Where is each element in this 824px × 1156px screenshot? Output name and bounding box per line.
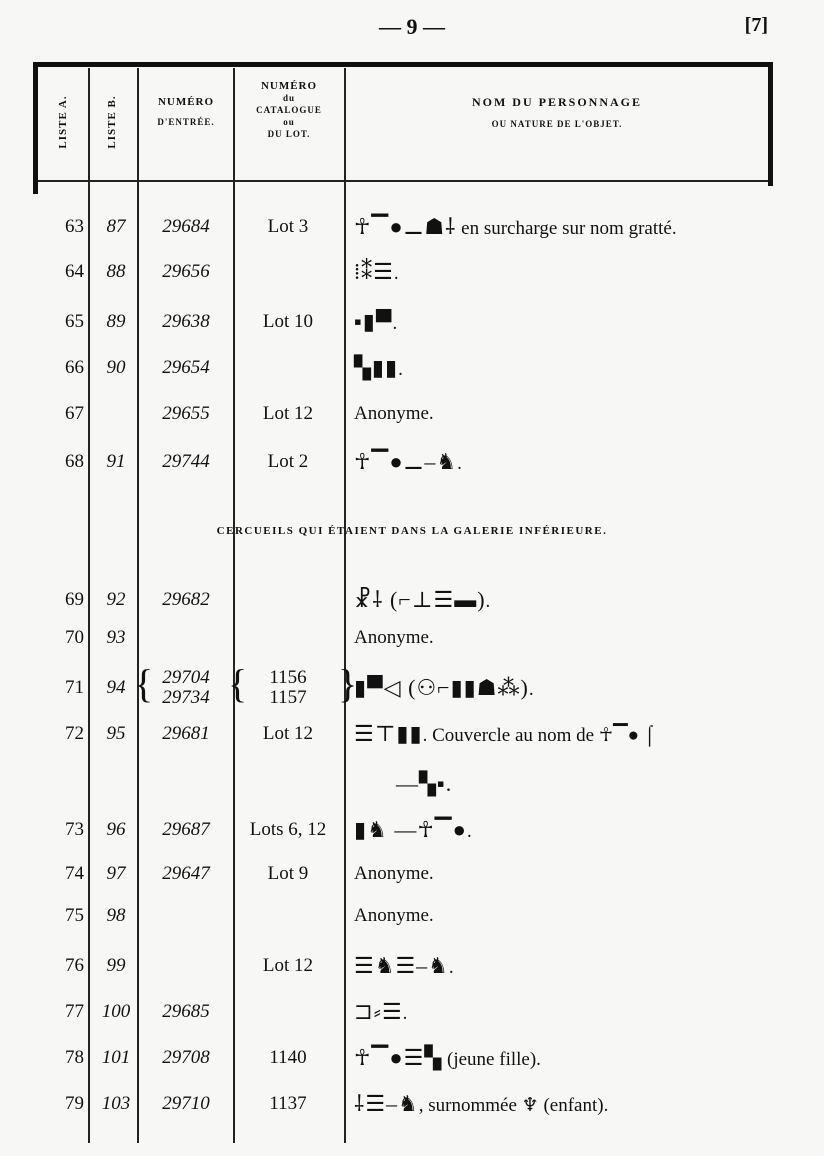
header-catalogue-line3: CATALOGUE (256, 105, 322, 115)
entree-cell: 29744 (162, 451, 210, 472)
entree-cell: 29656 (162, 261, 210, 282)
name-cell (354, 1046, 774, 1072)
hieroglyph-continuation: —▚▪. (396, 771, 453, 796)
liste-b-cell: 94 (106, 677, 126, 698)
liste-a-cell: 70 (65, 627, 84, 648)
header-liste-b: LISTE B. (106, 95, 118, 149)
entree-cell (142, 668, 230, 708)
header-liste-a: LISTE A. (57, 95, 69, 149)
lot-cell: Lot 9 (267, 863, 309, 884)
hieroglyph-name: ⁞⁑☰ (354, 259, 394, 284)
header-catalogue-line2: du (282, 93, 295, 103)
name-text: en surcharge sur nom gratté. (456, 218, 677, 239)
hieroglyph-name: ⊐⸗☰ (354, 999, 403, 1024)
name-cell (354, 450, 774, 476)
name-text: . (448, 957, 454, 978)
sheet-reference: [7] (744, 14, 768, 36)
hieroglyph-name: ☥▔●☰▚ (354, 1045, 443, 1070)
table-row (0, 1000, 824, 1030)
liste-b-cell: 96 (106, 819, 126, 840)
lot-cell (236, 668, 340, 708)
name-text: . (402, 1003, 408, 1024)
lot-value-2: 1157 (269, 687, 307, 708)
name-cell (354, 588, 774, 614)
name-cell (354, 310, 774, 336)
entree-cell: 29685 (162, 1001, 210, 1022)
header-catalogue (236, 80, 342, 140)
liste-b-cell: 91 (106, 451, 126, 472)
name-text: . (457, 453, 462, 474)
header-catalogue-line4: ou (283, 117, 295, 127)
table-row (0, 1046, 824, 1076)
table-row (0, 954, 824, 984)
entree-cell: 29684 (162, 216, 210, 237)
hieroglyph-name: ☧⸸ (⌐⊥☰▬) (354, 587, 486, 612)
table-frame-right (768, 62, 773, 186)
lot-cell: Lot 12 (262, 723, 314, 744)
table-frame-top (33, 62, 773, 67)
table-row (0, 721, 824, 796)
table-row (0, 260, 824, 290)
liste-b-cell: 93 (106, 627, 126, 648)
liste-a-cell: 74 (65, 863, 84, 884)
entree-cell: 29638 (162, 311, 210, 332)
liste-b-cell: 101 (101, 1047, 131, 1068)
liste-a-cell: 68 (65, 451, 84, 472)
name-cell (354, 1000, 774, 1026)
page-number: — 9 — (379, 14, 445, 39)
name-cell (354, 676, 774, 702)
header-numero-entree-line2: D'ENTRÉE. (157, 117, 215, 127)
name-text: , surnommée ♆ (enfant). (418, 1095, 609, 1116)
liste-a-cell: 66 (65, 357, 84, 378)
liste-b-cell: 100 (101, 1001, 131, 1022)
liste-a-cell: 78 (65, 1047, 84, 1068)
hieroglyph-name: ☰♞☰–♞ (354, 953, 449, 978)
section-title: CERCUEILS QUI ÉTAIENT DANS LA GALERIE INFÉRIEURE. (216, 525, 608, 537)
entree-cell: 29654 (162, 357, 210, 378)
entree-cell: 29710 (162, 1093, 210, 1114)
lot-cell: Lots 6, 12 (249, 819, 327, 840)
header-numero-entree (140, 96, 232, 128)
name-cell (354, 954, 774, 980)
brace-icon: } (338, 661, 358, 706)
liste-b-cell: 98 (106, 905, 126, 926)
lot-cell: Lot 2 (267, 451, 309, 472)
lot-cell: Lot 12 (262, 403, 314, 424)
table-row (0, 818, 824, 848)
header-catalogue-line5: DU LOT. (267, 129, 311, 139)
name-cell (354, 215, 774, 241)
entree-cell: 29708 (162, 1047, 210, 1068)
hieroglyph-name: ▪▮▀ (354, 309, 393, 334)
name-text: . Couvercle au nom de ☥▔● ⌠ (422, 725, 656, 746)
name-text: . (392, 313, 398, 334)
liste-a-cell: 69 (65, 589, 84, 610)
name-text: . (466, 821, 472, 842)
table-row (0, 215, 824, 245)
header-nom-line1: NOM DU PERSONNAGE (471, 95, 642, 109)
name-text: Anonyme. (354, 403, 434, 424)
name-text: Anonyme. (354, 863, 434, 884)
liste-b-cell: 87 (106, 216, 126, 237)
liste-a-cell: 79 (65, 1093, 84, 1114)
hieroglyph-name: ☥▔●⚊☗⸸ (354, 214, 457, 239)
name-text: (jeune fille). (442, 1049, 541, 1070)
table-frame-left (33, 62, 38, 194)
brace-icon: { (134, 661, 154, 706)
name-cell (354, 904, 774, 928)
entree-value: 29704 (162, 667, 210, 688)
name-text: . (528, 679, 534, 700)
liste-a-cell: 76 (65, 955, 84, 976)
entree-cell: 29681 (162, 723, 210, 744)
name-text: Anonyme. (354, 905, 434, 926)
hieroglyph-name: ⸸☰–♞ (354, 1091, 419, 1116)
table-row (0, 862, 824, 892)
liste-b-cell: 88 (106, 261, 126, 282)
hieroglyph-name: ▚▮▮ (354, 355, 399, 380)
table-row (0, 588, 824, 618)
name-text: Anonyme. (354, 627, 434, 648)
liste-b-cell: 92 (106, 589, 126, 610)
hieroglyph-name: ▮▀◁ (⚇⌐▮▮☗⁂) (354, 675, 529, 700)
header-nom (348, 96, 766, 130)
header-catalogue-line1: NUMÉRO (260, 80, 318, 92)
table-row (0, 661, 824, 708)
name-cell (354, 402, 774, 426)
table-row (0, 450, 824, 480)
entree-cell: 29647 (162, 863, 210, 884)
liste-a-cell: 67 (65, 403, 84, 424)
liste-b-cell: 95 (106, 723, 126, 744)
header-numero-entree-line1: NUMÉRO (157, 96, 215, 108)
table-row (0, 402, 824, 432)
header-nom-line2: OU NATURE DE L'OBJET. (491, 119, 623, 129)
name-text: . (398, 359, 403, 380)
entree-value-2: 29734 (162, 687, 210, 708)
name-cell (354, 862, 774, 886)
name-cell (354, 626, 774, 650)
liste-a-cell: 71 (65, 677, 84, 698)
name-cell (354, 356, 774, 382)
name-text: . (485, 591, 491, 612)
brace-icon: { (228, 661, 248, 706)
table-row (0, 310, 824, 340)
lot-value: 1156 (269, 667, 307, 688)
name-cell (354, 722, 774, 748)
name-cell (354, 1092, 774, 1118)
liste-b-cell: 97 (106, 863, 126, 884)
table-row (0, 904, 824, 934)
name-cell (354, 260, 774, 286)
hieroglyph-name: ☰⊤▮▮ (354, 721, 423, 746)
entree-cell: 29687 (162, 819, 210, 840)
liste-a-cell: 77 (65, 1001, 84, 1022)
lot-cell: Lot 10 (262, 311, 314, 332)
hieroglyph-name: ▮♞ —☥▔● (354, 817, 467, 842)
lot-cell: Lot 3 (267, 216, 309, 237)
lot-cell: Lot 12 (262, 955, 314, 976)
liste-b-cell: 103 (101, 1093, 131, 1114)
hieroglyph-name: ☥▔●⚊–♞ (354, 449, 458, 474)
lot-cell: 1137 (269, 1093, 307, 1114)
liste-a-cell: 72 (65, 723, 84, 744)
liste-a-cell: 75 (65, 905, 84, 926)
liste-a-cell: 63 (65, 216, 84, 237)
liste-a-cell: 64 (65, 261, 84, 282)
lot-cell: 1140 (269, 1047, 307, 1068)
name-cell (354, 818, 774, 844)
table-row (0, 626, 824, 656)
liste-a-cell: 73 (65, 819, 84, 840)
liste-b-cell: 90 (106, 357, 126, 378)
entree-cell: 29682 (162, 589, 210, 610)
table-row (0, 1092, 824, 1122)
table-row (0, 356, 824, 386)
entree-cell: 29655 (162, 403, 210, 424)
header-rule (38, 180, 768, 182)
liste-a-cell: 65 (65, 311, 84, 332)
liste-b-cell: 99 (106, 955, 126, 976)
name-text: . (393, 263, 399, 284)
liste-b-cell: 89 (106, 311, 126, 332)
